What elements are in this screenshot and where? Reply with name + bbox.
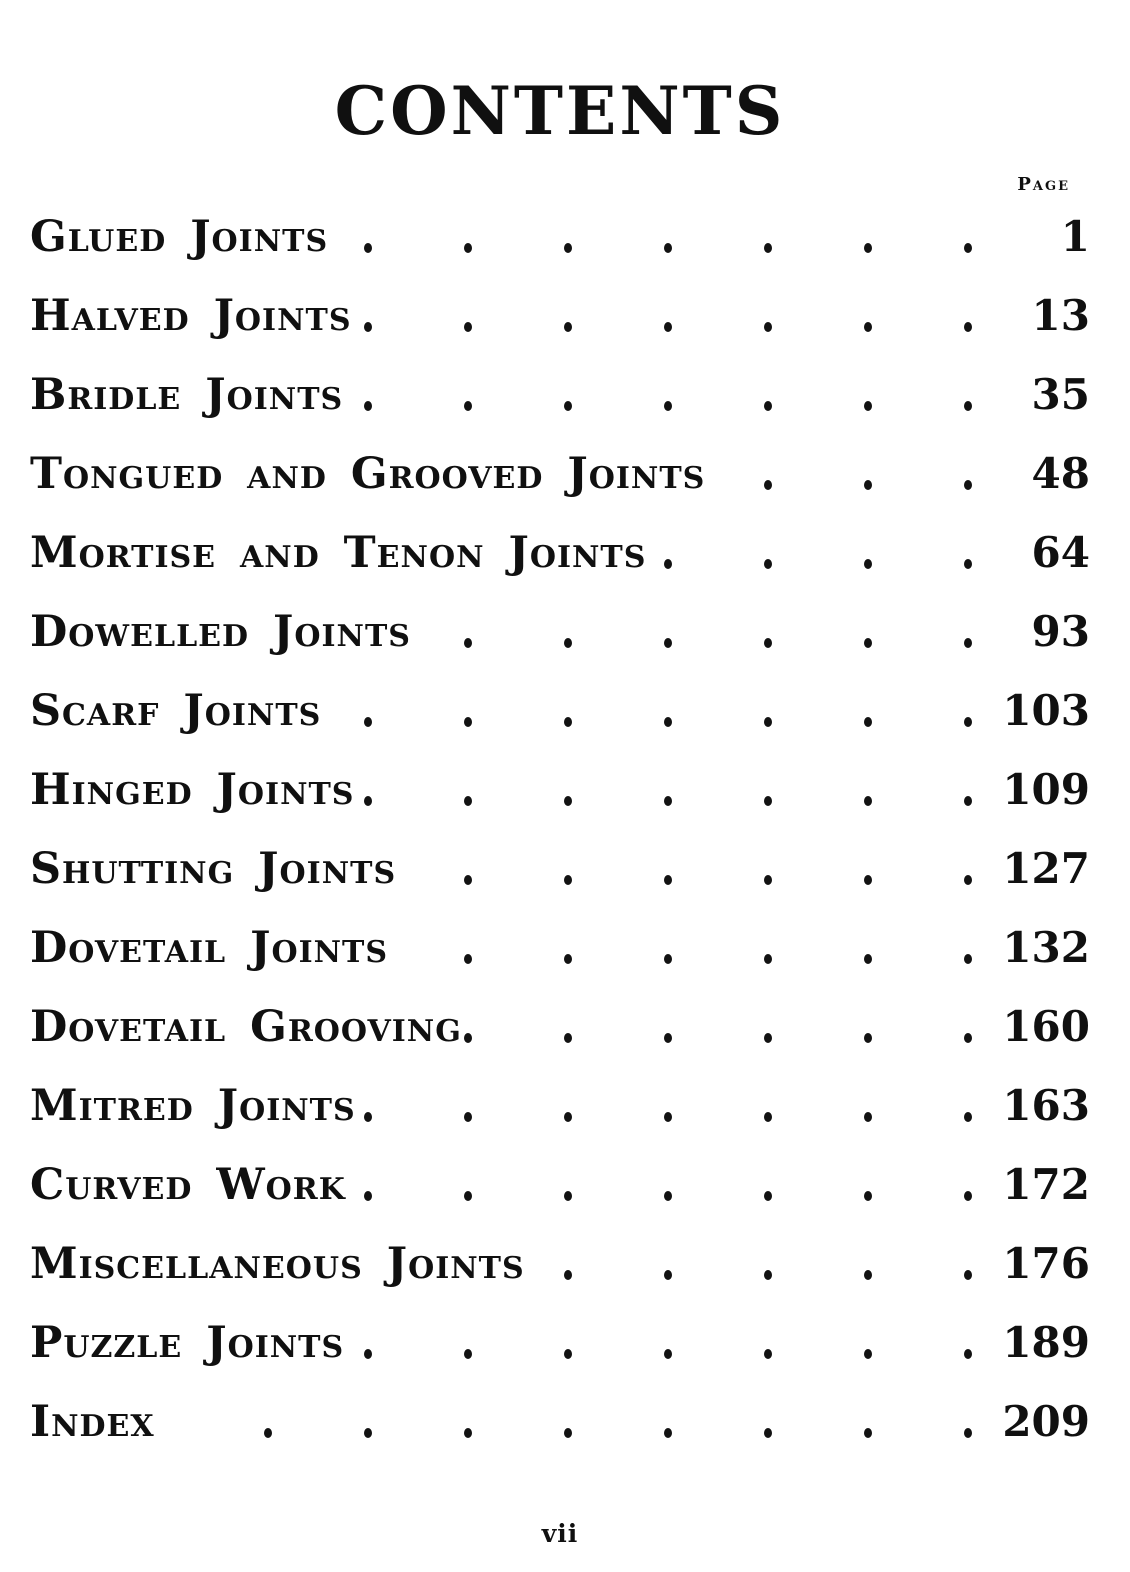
leader-dot — [764, 875, 772, 885]
leader-dot — [664, 322, 672, 332]
toc-entry-label: Tongued and Grooved Joints — [30, 448, 706, 499]
leader-dot — [664, 243, 672, 253]
leader-dot — [664, 1428, 672, 1438]
leader-dot — [664, 1112, 672, 1122]
leader-dot — [564, 1428, 572, 1438]
leader-dot — [364, 717, 372, 727]
toc-entry-label: Miscellaneous Joints — [30, 1238, 525, 1289]
leader-dot — [364, 1428, 372, 1438]
page-title: CONTENTS — [334, 72, 786, 150]
leader-dot — [764, 1270, 772, 1280]
folio-page-number: vii — [541, 1519, 579, 1548]
toc-entry-page: 103 — [1002, 686, 1090, 735]
toc-entry-label: Dowelled Joints — [30, 606, 411, 657]
toc-entry-page: 163 — [1002, 1081, 1090, 1130]
toc-entry-page: 132 — [1002, 923, 1090, 972]
toc-entry-page: 127 — [1002, 844, 1090, 893]
toc-entry-page: 1 — [1060, 212, 1090, 261]
toc-entry-label: Hinged Joints — [30, 764, 355, 815]
leader-dot — [764, 796, 772, 806]
toc-entry-label: Mortise and Tenon Joints — [30, 527, 647, 578]
toc-entry-page: 93 — [1031, 607, 1090, 656]
leader-dot — [864, 1349, 872, 1359]
leader-dot — [564, 1033, 572, 1043]
leader-dot — [964, 1112, 972, 1122]
leader-dot — [864, 1112, 872, 1122]
toc-entry-label: Dovetail Joints — [30, 922, 389, 973]
leader-dot — [864, 875, 872, 885]
leader-dot — [864, 954, 872, 964]
toc-entry-page: 189 — [1002, 1318, 1090, 1367]
leader-dot — [664, 559, 672, 569]
dot-leader — [356, 1066, 998, 1145]
toc-entry-row — [30, 1224, 1090, 1303]
leader-dot — [864, 480, 872, 490]
leader-dot — [664, 638, 672, 648]
dot-leader — [646, 513, 998, 592]
leader-dot — [564, 243, 572, 253]
leader-dot — [964, 1033, 972, 1043]
leader-dot — [564, 1349, 572, 1359]
page-column-header: Page — [1017, 174, 1070, 195]
leader-dot — [464, 1191, 472, 1201]
leader-dot — [464, 638, 472, 648]
leader-dot — [664, 1033, 672, 1043]
leader-dot — [964, 1428, 972, 1438]
toc-entry-row — [30, 1066, 1090, 1145]
toc-entry-row — [30, 1303, 1090, 1382]
leader-dot — [464, 954, 472, 964]
dot-leader — [155, 1382, 998, 1461]
leader-dot — [464, 322, 472, 332]
leader-dot — [364, 1112, 372, 1122]
toc-entry-page: 64 — [1031, 528, 1090, 577]
dot-leader — [344, 1303, 998, 1382]
toc-entry-page: 48 — [1031, 449, 1090, 498]
leader-dot — [364, 401, 372, 411]
toc-entry-label: Puzzle Joints — [30, 1317, 345, 1368]
leader-dot — [664, 1349, 672, 1359]
dot-leader — [328, 197, 998, 276]
toc-entry-label: Scarf Joints — [30, 685, 322, 736]
leader-dot — [364, 1349, 372, 1359]
toc-entry-row — [30, 197, 1090, 276]
leader-dot — [664, 1191, 672, 1201]
leader-dot — [364, 243, 372, 253]
toc-entry-row — [30, 908, 1090, 987]
leader-dot — [964, 954, 972, 964]
leader-dot — [864, 1191, 872, 1201]
leader-dot — [864, 717, 872, 727]
toc-entry-label: Curved Work — [30, 1159, 346, 1210]
toc-entry-page: 109 — [1002, 765, 1090, 814]
dot-leader — [343, 355, 998, 434]
leader-dot — [364, 1191, 372, 1201]
leader-dot — [964, 322, 972, 332]
toc-entry-label: Bridle Joints — [30, 369, 344, 420]
leader-dot — [764, 1349, 772, 1359]
leader-dot — [564, 717, 572, 727]
dot-leader — [462, 987, 998, 1066]
leader-dot — [564, 1112, 572, 1122]
leader-dot — [564, 875, 572, 885]
toc-entry-page: 172 — [1002, 1160, 1090, 1209]
leader-dot — [964, 1191, 972, 1201]
leader-dot — [264, 1428, 272, 1438]
leader-dot — [564, 1270, 572, 1280]
dot-leader — [396, 829, 998, 908]
leader-dot — [564, 1191, 572, 1201]
leader-dot — [464, 1112, 472, 1122]
leader-dot — [864, 638, 872, 648]
dot-leader — [354, 750, 998, 829]
leader-dot — [564, 796, 572, 806]
leader-dot — [764, 954, 772, 964]
leader-dot — [664, 401, 672, 411]
leader-dot — [764, 717, 772, 727]
leader-dot — [764, 638, 772, 648]
leader-dot — [464, 717, 472, 727]
leader-dot — [764, 401, 772, 411]
leader-dot — [764, 1033, 772, 1043]
leader-dot — [964, 796, 972, 806]
toc-entry-row — [30, 513, 1090, 592]
leader-dot — [964, 401, 972, 411]
leader-dot — [764, 1428, 772, 1438]
leader-dot — [764, 1191, 772, 1201]
toc-entry-row — [30, 671, 1090, 750]
leader-dot — [664, 954, 672, 964]
toc-entry-row — [30, 1145, 1090, 1224]
leader-dot — [964, 559, 972, 569]
dot-leader — [411, 592, 998, 671]
leader-dot — [564, 954, 572, 964]
dot-leader — [352, 276, 999, 355]
leader-dot — [464, 796, 472, 806]
toc-entry-row — [30, 276, 1090, 355]
leader-dot — [764, 480, 772, 490]
leader-dot — [864, 559, 872, 569]
dot-leader — [346, 1145, 998, 1224]
leader-dot — [864, 1428, 872, 1438]
leader-dot — [764, 243, 772, 253]
leader-dot — [764, 1112, 772, 1122]
toc-entry-page: 209 — [1002, 1397, 1090, 1446]
toc-entry-label: Shutting Joints — [30, 843, 397, 894]
leader-dot — [464, 1428, 472, 1438]
leader-dot — [764, 322, 772, 332]
leader-dot — [464, 401, 472, 411]
toc-entry-label: Glued Joints — [30, 211, 329, 262]
toc-entry-row — [30, 829, 1090, 908]
leader-dot — [864, 796, 872, 806]
leader-dot — [564, 638, 572, 648]
leader-dot — [364, 796, 372, 806]
leader-dot — [964, 243, 972, 253]
leader-dot — [364, 322, 372, 332]
toc-list — [30, 197, 1090, 1461]
leader-dot — [664, 796, 672, 806]
toc-entry-label: Halved Joints — [30, 290, 352, 341]
dot-leader — [321, 671, 998, 750]
leader-dot — [464, 1033, 472, 1043]
leader-dot — [464, 243, 472, 253]
toc-entry-row — [30, 434, 1090, 513]
dot-leader — [525, 1224, 998, 1303]
leader-dot — [964, 1270, 972, 1280]
leader-dot — [964, 717, 972, 727]
toc-entry-page: 35 — [1031, 370, 1090, 419]
leader-dot — [864, 322, 872, 332]
leader-dot — [864, 401, 872, 411]
toc-entry-label: Dovetail Grooving — [30, 1001, 462, 1052]
toc-entry-page: 176 — [1002, 1239, 1090, 1288]
leader-dot — [964, 1349, 972, 1359]
toc-entry-row — [30, 592, 1090, 671]
toc-entry-label: Index — [30, 1396, 155, 1447]
leader-dot — [664, 1270, 672, 1280]
leader-dot — [964, 875, 972, 885]
dot-leader — [705, 434, 998, 513]
dot-leader — [388, 908, 998, 987]
leader-dot — [864, 243, 872, 253]
toc-entry-row — [30, 750, 1090, 829]
leader-dot — [564, 322, 572, 332]
leader-dot — [664, 875, 672, 885]
leader-dot — [864, 1033, 872, 1043]
toc-entry-row — [30, 355, 1090, 434]
leader-dot — [964, 638, 972, 648]
leader-dot — [864, 1270, 872, 1280]
toc-entry-label: Mitred Joints — [30, 1080, 356, 1131]
leader-dot — [764, 559, 772, 569]
leader-dot — [964, 480, 972, 490]
toc-entry-row — [30, 987, 1090, 1066]
leader-dot — [564, 401, 572, 411]
leader-dot — [664, 717, 672, 727]
leader-dot — [464, 875, 472, 885]
toc-entry-row — [30, 1382, 1090, 1461]
leader-dot — [464, 1349, 472, 1359]
toc-entry-page: 160 — [1002, 1002, 1090, 1051]
toc-entry-page: 13 — [1031, 291, 1090, 340]
